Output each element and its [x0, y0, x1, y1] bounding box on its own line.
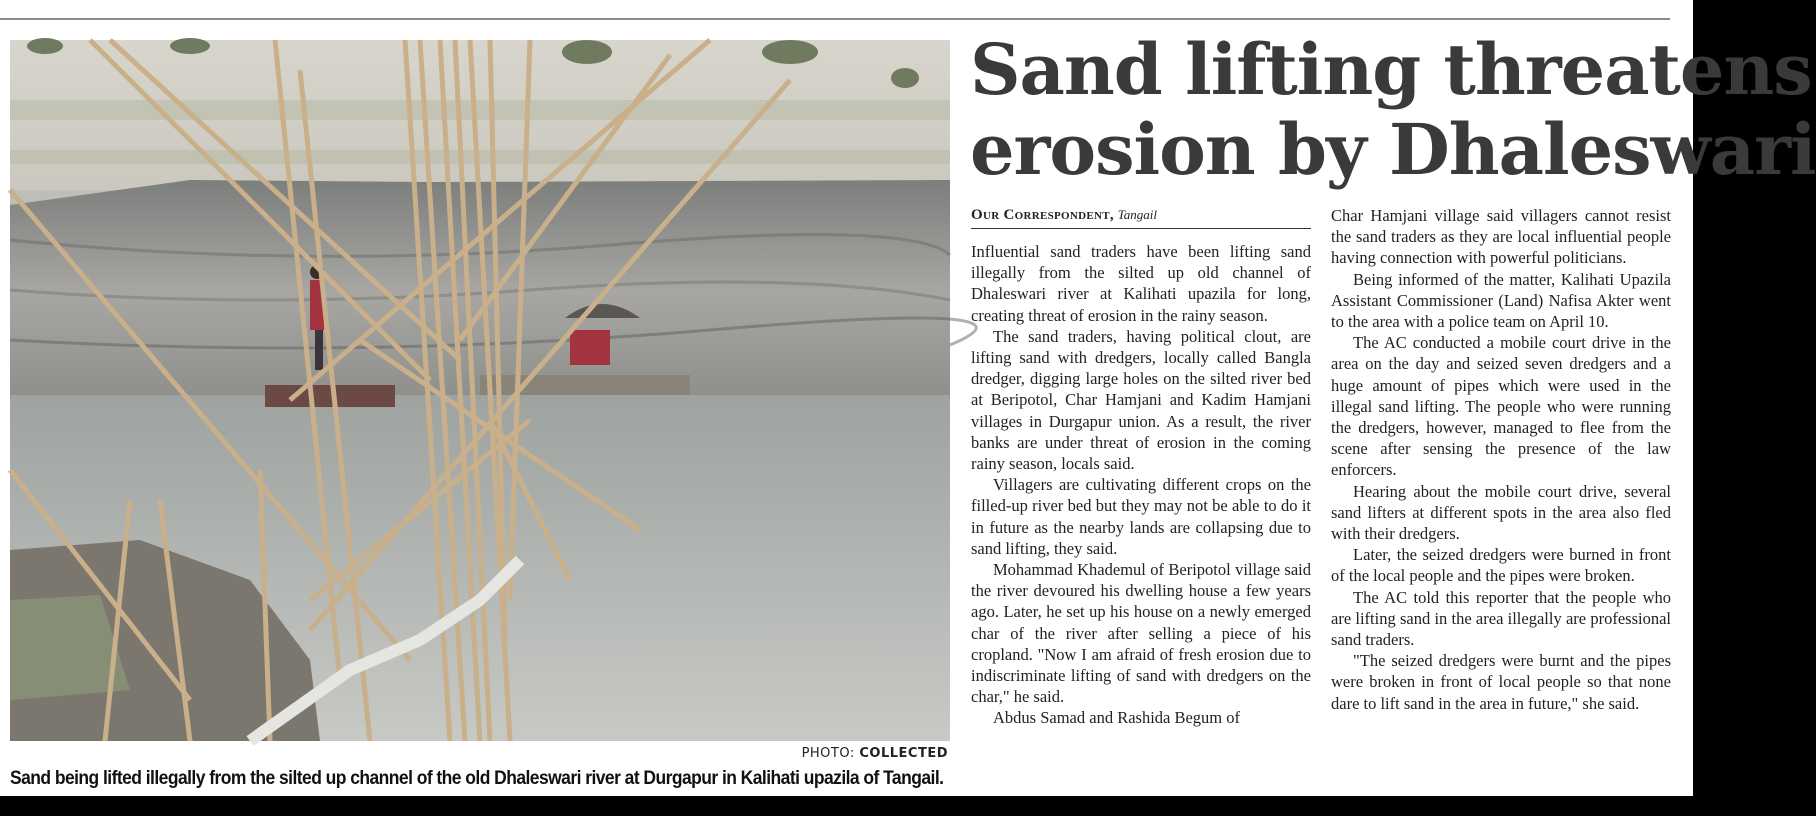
photo-credit-prefix: PHOTO:: [801, 746, 855, 761]
photo-caption: Sand being lifted illegally from the silted up channel of the old Dhaleswari river at Durgapur in Kalihati upazila of Tangail.: [10, 768, 944, 789]
paragraph: Being informed of the matter, Kalihati Upazila Assistant Commissioner (Land) Nafisa Akter went to the area with a police team on April 10.: [1331, 269, 1671, 332]
article-headline: [970, 28, 1816, 191]
paragraph: Hearing about the mobile court drive, several sand lifters at different spots in the area also fled with their dredgers.: [1331, 481, 1671, 544]
headline-line-2: erosion by Dhaleswari: [970, 108, 1816, 191]
paragraph: Abdus Samad and Rashida Begum of: [993, 708, 1241, 728]
byline-place: Tangail: [1117, 207, 1157, 222]
top-rule: [0, 18, 1670, 20]
news-photo: [10, 40, 950, 741]
byline: [971, 207, 1311, 229]
byline-name: Our Correspondent,: [971, 207, 1114, 223]
paragraph: The AC told this reporter that the people who are lifting sand in the area illegally are professional sand traders.: [1331, 587, 1671, 650]
paragraph: The AC conducted a mobile court drive in the area on the day and seized seven dredgers and a huge amount of pipes which were used in the illegal sand lifting. The people who were running the dredgers, however, managed to flee from the scene after sensing the presence of the law enforcers.: [1331, 333, 1671, 480]
paragraph: Later, the seized dredgers were burned in front of the local people and the pipes were broken.: [1331, 545, 1671, 586]
paragraph: Mohammad Khademul of Beripotol village said the river devoured his dwelling house a few years ago. Later, he set up his house on a newly emerged char of the river after selling a piece of his cropland. "Now I am afraid of fresh erosion due to indiscriminate lifting of sand with dredgers on the char," he said.: [971, 560, 1311, 707]
article-column-2: [1331, 205, 1671, 714]
article-column-1: [971, 241, 1311, 729]
paragraph: The sand traders, having political clout, are lifting sand with dredgers, locally called Bangla dredger, digging large holes on the silted river bed at Beripotol, Char Hamjani and Kadim Hamjani villages in Durgapur union. As a result, the river banks are under threat of erosion in the coming rainy season, locals said.: [971, 326, 1311, 474]
paragraph: Villagers are cultivating different crops on the filled-up river bed but they may not be able to do it in future as the nearby lands are collapsing due to sand lifting, they said.: [971, 475, 1311, 558]
photo-credit: [700, 746, 948, 761]
paragraph: "The seized dredgers were burnt and the pipes were broken in front of local people so that none dare to lift sand in the area in future," she said.: [1331, 651, 1671, 713]
paragraph: Influential sand traders have been lifting sand illegally from the silted up old channel of Dhaleswari river at Kalihati upazila for long, creating threat of erosion in the rainy season.: [971, 242, 1311, 325]
headline-line-1: Sand lifting threatens: [970, 28, 1812, 111]
photo-credit-source: COLLECTED: [859, 746, 948, 761]
paragraph: Char Hamjani village said villagers cannot resist the sand traders as they are local influential people having connection with powerful politicians.: [1331, 206, 1671, 268]
